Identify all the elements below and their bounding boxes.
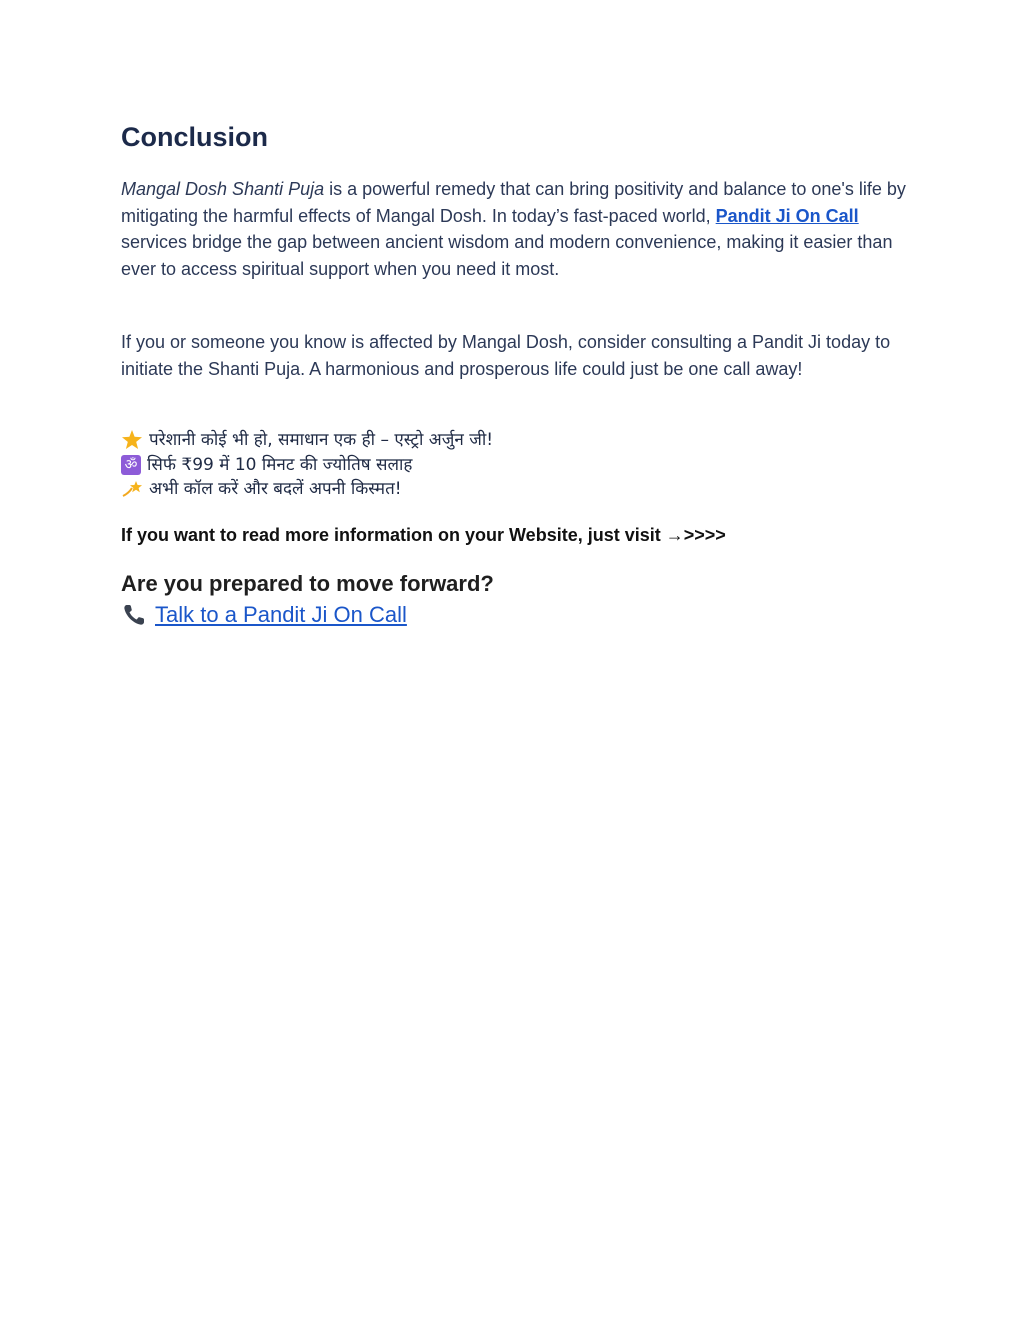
- cta-row: [121, 601, 407, 629]
- star-icon: [121, 430, 143, 450]
- hindi-line-3-text: अभी कॉल करें और बदलें अपनी किस्मत!: [149, 479, 402, 499]
- cta-title: Are you prepared to move forward?: [121, 571, 494, 596]
- hindi-line-1: [121, 428, 493, 453]
- phone-icon: [121, 602, 147, 628]
- hindi-line-3: [121, 477, 493, 502]
- pandit-ji-on-call-link[interactable]: Pandit Ji On Call: [715, 205, 859, 226]
- hindi-promo-block: [121, 428, 493, 502]
- hindi-line-2: [121, 453, 493, 478]
- paragraph-1-text-a: is a powerful remedy that can bring positivity and balance to one's life by mitigating the harmful effects of Mangal Dosh. In today’s fast-paced world,: [121, 179, 906, 226]
- hindi-line-1-text: परेशानी कोई भी हो, समाधान एक ही – एस्ट्रो अर्जुन जी!: [149, 430, 494, 450]
- hindi-line-2-text: सिर्फ ₹99 में 10 मिनट की ज्योतिष सलाह: [147, 454, 413, 475]
- paragraph-1-text-b: services bridge the gap between ancient wisdom and modern convenience, making it easier than ever to access spiritual support when you need it most.: [121, 232, 893, 279]
- puja-name-italic: Mangal Dosh Shanti Puja: [121, 179, 325, 199]
- talk-to-pandit-link[interactable]: Talk to a Pandit Ji On Call: [155, 602, 407, 627]
- dizzy-icon: [121, 479, 143, 499]
- om-icon: ॐ: [121, 455, 141, 475]
- conclusion-heading: Conclusion: [121, 122, 268, 152]
- conclusion-paragraph-2: If you or someone you know is affected by Mangal Dosh, consider consulting a Pandit Ji today to initiate the Shanti Puja. A harmonious and prosperous life could just be one call away!: [121, 332, 891, 379]
- conclusion-paragraph-1: [121, 176, 911, 282]
- visit-website-text: If you want to read more information on your Website, just visit →>>>>: [121, 525, 726, 545]
